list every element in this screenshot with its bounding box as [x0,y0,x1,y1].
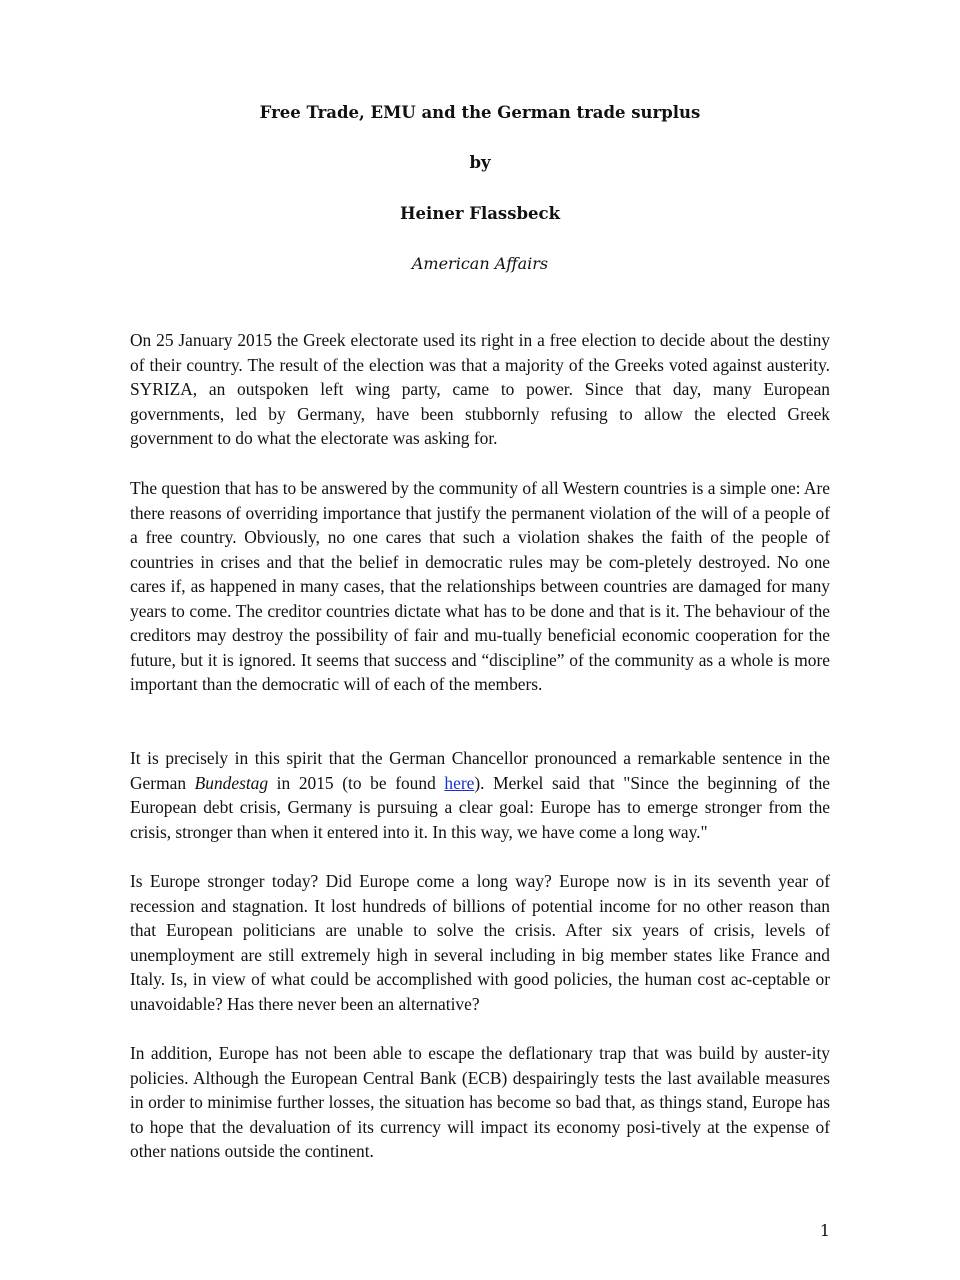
paragraph-4 [130,869,830,1016]
document-title: Free Trade, EMU and the German trade surplus [259,103,701,122]
paragraph-3 [130,746,830,844]
bundestag-italic: Bundestag [194,772,269,793]
here-link[interactable]: here [444,772,475,793]
paragraph-2 [130,476,830,697]
paragraph-5-text: In addition, Europe has not been able to escape the deflationary trap that was build by auster-ity policies. Although the European Central Bank (ECB) despairingly tests the last available measures in order to minimise further losses, the situation has become so bad that, as things stand, Europe has to hope that the devaluation of its currency will impact its economy posi-tively at the expense of other nations outside the continent. [130,1043,830,1161]
paragraph-3-text [130,746,830,844]
paragraph-5 [130,1041,830,1164]
paragraph-2-text: The question that has to be answered by the community of all Western countries is a simple one: Are there reasons of overriding importance that justify the permanent violation of the will of a people of a free country. Obviously, no one cares that such a violation shakes the faith of the people of countries in crises and that the belief in democratic rules may be com-pletely destroyed. No one cares if, as happened in many cases, that the relationships between countries are damaged for many years to come. The creditor countries dictate what has to be done and that is it. The behaviour of the creditors may destroy the possibility of fair and mu-tually beneficial economic cooperation for the future, but it is ignored. It seems that success and “discipline” of the community as a whole is more important than the democratic will of each of the members. [130,478,830,694]
paragraph-1-text: On 25 January 2015 the Greek electorate used its right in a free election to decide about the destiny of their country. The result of the election was that a majority of the Greeks voted against austerity. SYRIZA, an outspoken left wing party, came to power. Since that day, many European governments, led by Germany, have been stubbornly refusing to allow the elected Greek government to do what the electorate was asking for. [130,330,830,448]
author-name: Heiner Flassbeck [399,204,561,223]
paragraph-4-text: Is Europe stronger today? Did Europe come a long way? Europe now is in its seventh year of recession and stagnation. It lost hundreds of billions of potential income for no other reason than that European politicians are unable to solve the crisis. After six years of crisis, levels of unemployment are still extremely high in several including in big member states like France and Italy. Is, in view of what could be accomplished with good policies, the human cost ac-ceptable or unavoidable? Has there never been an alternative? [130,871,830,1014]
paragraph-3-part1: It is precisely in this spirit that the German Chancellor pronounced a remarkable sentence in the German [130,748,830,793]
publication-name: American Affairs [411,254,549,273]
paragraph-1 [130,328,830,451]
paragraph-3-part2: in 2015 (to be found [268,772,445,793]
page-number: 1 [819,1221,830,1240]
byline-by: by [469,153,491,172]
paragraph-3-part3: ). Merkel said that "Since the beginning of the European debt crisis, Germany is pursuing a clear goal: Europe has to emerge stronger from the crisis, stronger than when it entered into it. In this way, we have come a long way." [130,772,831,842]
